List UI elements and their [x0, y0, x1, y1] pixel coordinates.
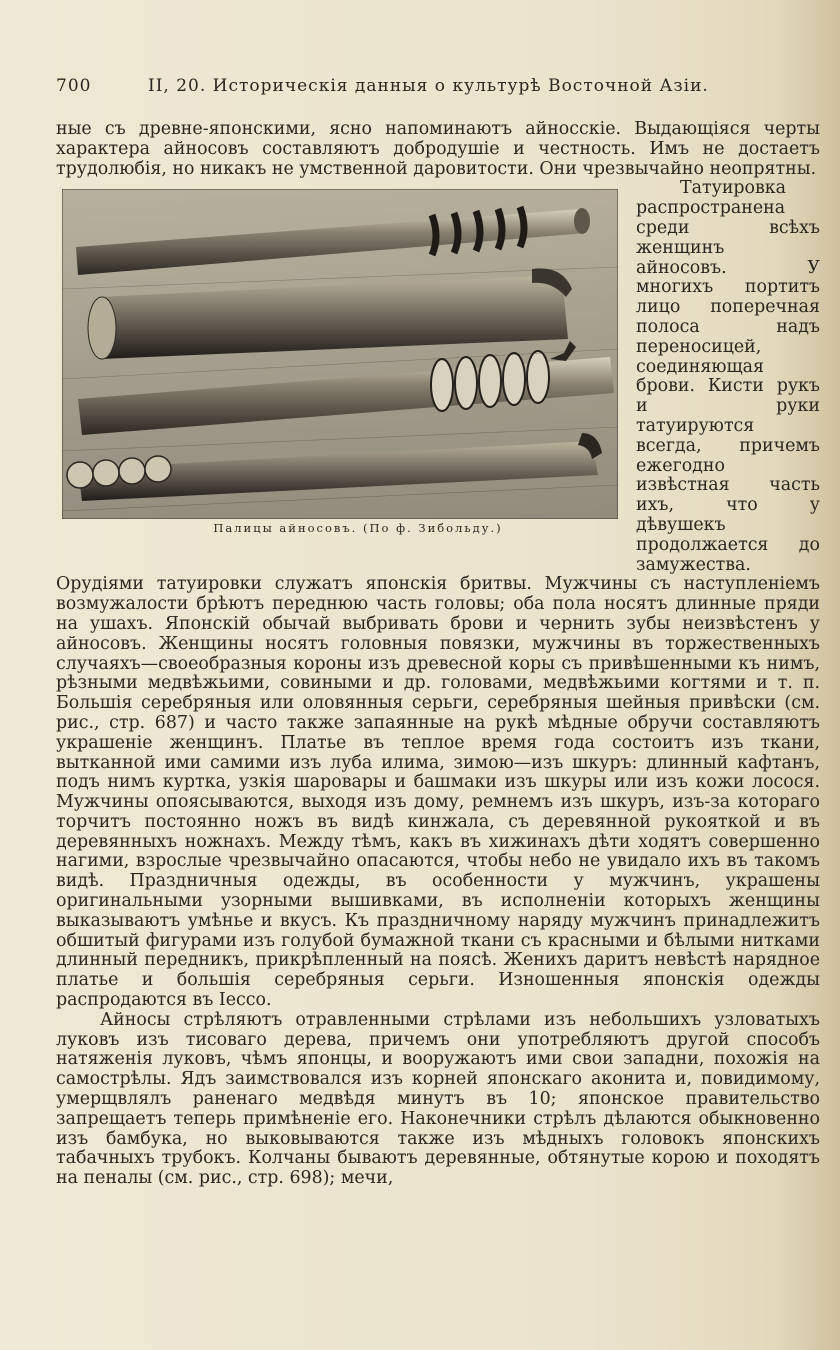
main-text	[56, 120, 820, 1189]
running-title: II, 20. Историческія данныя о культурѣ Восточной Азіи.	[148, 76, 709, 96]
figure-caption: Палицы айносовъ. (По ф. Зибольду.)	[213, 521, 503, 536]
paragraph-tattoo	[56, 179, 820, 1010]
clubs-engraving-illustration	[62, 189, 618, 519]
page-number: 700	[56, 76, 92, 96]
figure-clubs	[56, 179, 622, 559]
paragraph-tattoo-text: Татуировка распространена среди всѣхъ женщинъ айносовъ. У многихъ портитъ лицо поперечная полоса надъ переносицей, соединяющая брови. Кисти рукъ и руки татуируются всегда, причемъ ежегодно извѣстная часть ихъ, что у дѣвушекъ продолжается до замужества. Орудіями татуировки служатъ японскія бритвы. Мужчины съ наступленіемъ возмужалости брѣютъ переднюю часть головы; оба пола носятъ длинные пряди на ушахъ. Японскій обычай выбривать брови и чернить зубы неизвѣстенъ у айносовъ. Женщины носятъ головныя повязки, мужчины въ торжественныхъ случаяхъ—своеобразныя короны изъ древесной коры съ привѣшенными къ нимъ, рѣзными медвѣжьими, совиными и др. головами, медвѣжьими когтями и т. п. Большія серебряныя или оловянныя серьги, серебряныя шейныя привѣски (см. рис., стр. 687) и часто также запаянные на рукѣ мѣдные обручи составляютъ украшеніе женщинъ. Платье въ теплое время года состоитъ изъ ткани, вытканной ими самими изъ луба илима, зимою—изъ шкуръ: длинный кафтанъ, подъ нимъ куртка, узкія шаровары и башмаки изъ шкуры или изъ кожи лосося. Мужчины опоясываются, выходя изъ дому, ремнемъ изъ шкуръ, изъ-за котораго торчитъ постоянно ножъ въ видѣ кинжала, съ деревянной рукояткой и въ деревянныхъ ножнахъ. Между тѣмъ, какъ въ хижинахъ дѣти ходятъ совершенно нагими, взрослые чрезвычайно опасаются, чтобы небо не увидало ихъ въ такомъ видѣ. Праздничныя одежды, въ особенности у мужчинъ, украшены оригинальными узорными вышивками, въ исполненіи которыхъ женщины выказываютъ умѣнье и вкусъ. Къ праздничному наряду мужчинъ принадлежитъ обшитый фигурами изъ голубой бумажной ткани съ красными и бѣлыми нитками длинный передникъ, прикрѣпленный на поясѣ. Женихъ даритъ невѣстѣ нарядное платье и большія серебряныя серьги. Изношенныя японскія одежды распродаются въ Іессо.	[56, 178, 820, 1011]
paragraph-weapons: Айносы стрѣляютъ отравленными стрѣлами изъ небольшихъ узловатыхъ луковъ изъ тисоваго дерева, причемъ они употребляютъ другой способъ натяженія луковъ, чѣмъ японцы, и вооружаютъ ими свои западни, похожія на самострѣлы. Ядъ заимствовался изъ корней японскаго аконита и, повидимому, умерщвлялъ раненаго медвѣдя минутъ въ 10; японское правительство запрещаетъ теперь примѣненіе его. Наконечники стрѣлъ дѣлаются обыкновенно изъ бамбука, но выковываются также изъ мѣдныхъ головокъ японскихъ табачныхъ трубокъ. Колчаны бываютъ деревянные, обтянутые корою и походятъ на пеналы (см. рис., стр. 698); мечи,	[56, 1009, 820, 1189]
paragraph-continuation: ные съ древне-японскими, ясно напоминаютъ айносскіе. Выдающіяся черты характера айносовъ составляютъ добродушіе и честность. Имъ не достаетъ трудолюбія, но никакъ не умственной даровитости. Они чрезвычайно неопрятны.	[56, 119, 820, 179]
